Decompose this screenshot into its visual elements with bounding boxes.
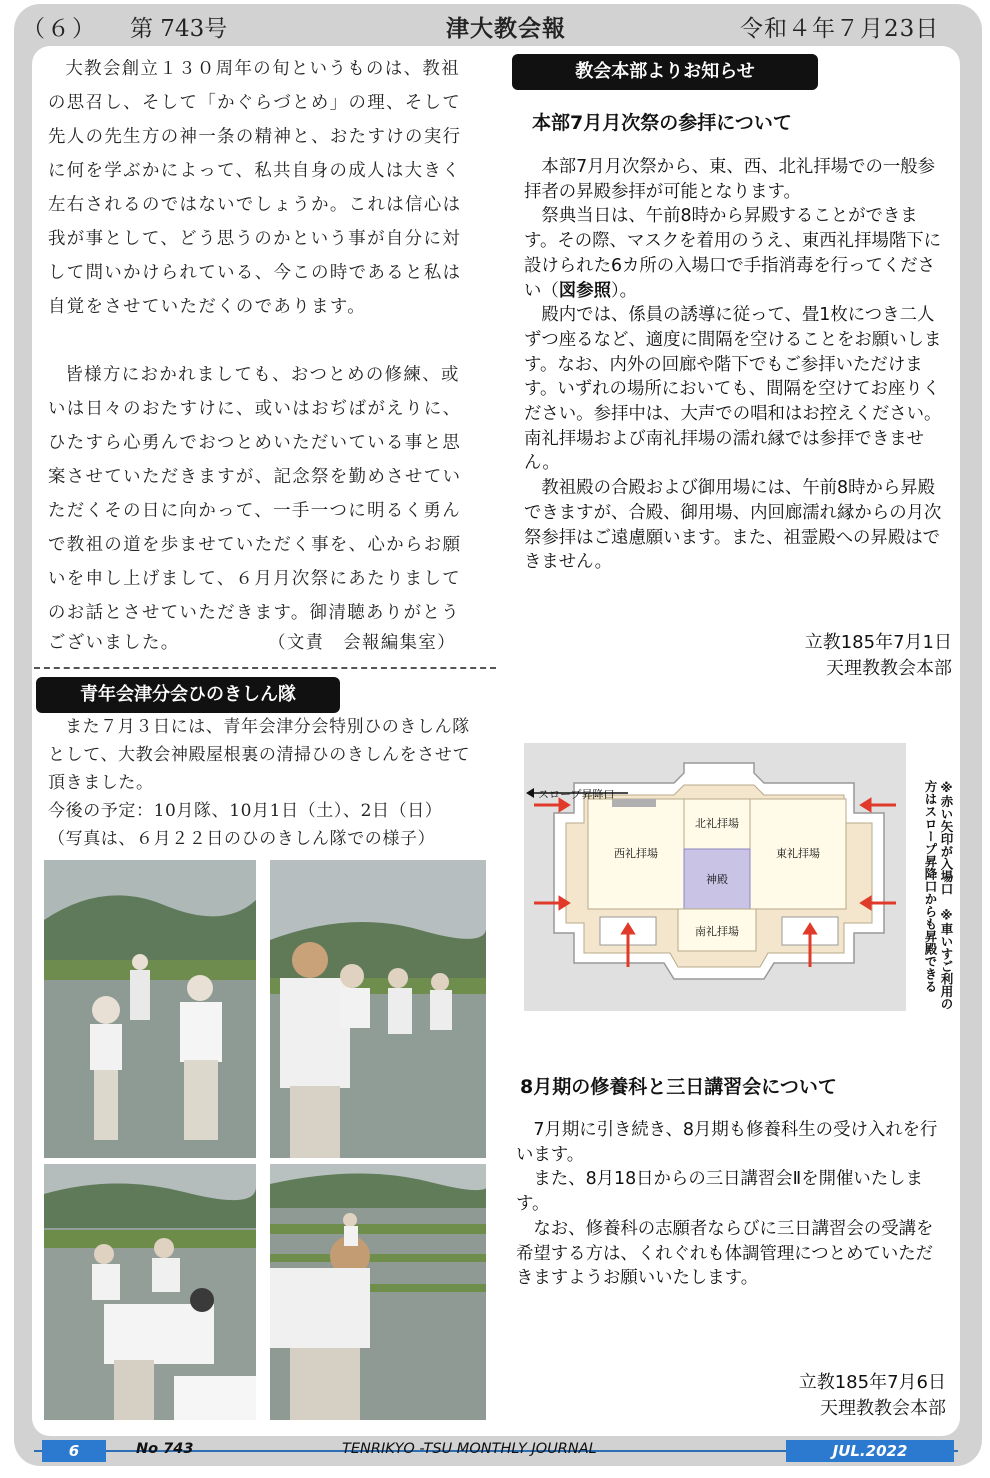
article1-signature [700, 630, 952, 682]
youth-schedule: 今後の予定：10月隊、10月1日（土）、2日（日） [48, 801, 443, 821]
diagram-side-note: ※赤い矢印が入場口 ※車いすご利用の方はスロープ昇降口からも昇殿できる [923, 780, 954, 1010]
article2-sign-org: 天理教教会本部 [820, 1398, 946, 1419]
youth-section-title: 青年会津分会ひのきしん隊 [36, 677, 340, 713]
photo-rice-planting-2 [270, 860, 486, 1158]
photo-rice-planting-1 [44, 860, 256, 1158]
notice-section-title: 教会本部よりお知らせ [512, 54, 818, 90]
footer-journal: TENRIKYO -TSU MONTHLY JOURNAL [342, 1441, 597, 1457]
article1-body [524, 155, 946, 575]
article1-paragraph-1: 本部7月月次祭から、東、西、北礼拝場での一般参拝者の昇殿参拝が可能となります。 [524, 157, 936, 202]
article2-body [516, 1118, 946, 1291]
footer-date: JUL.2022 [786, 1440, 954, 1462]
issue-date: 令和４年７月23日 [740, 16, 940, 42]
sermon-closing-line [48, 626, 456, 660]
east-hall-label: 東礼拝場 [776, 847, 820, 860]
slope-label: スロープ昇降口 [538, 788, 615, 801]
article1-paragraph-2-text: 祭典当日は、午前8時から昇殿することができます。その際、マスクを着用のうえ、東西礼拝場階下に設けられた6カ所の入場口で手指消毒を行ってください（ [524, 206, 942, 301]
photo-caption: （写真は、６月２２日のひのきしん隊での様子） [48, 829, 436, 849]
sermon-paragraph-1: 大教会創立１３０周年の旬というものは、教祖の思召し、そして「かぐらづとめ」の理、そして先人の先生方の神一条の精神と、おたすけの実行に何を学ぶかによって、私共自身の成人は大きく左右されるのではないでしょうか。これは信心は我が事として、どう思うのかという事が自分に対して問いかけられている、今この時であると私は自覚をさせていただくのであります。 [48, 59, 462, 317]
youth-section-text [48, 713, 478, 853]
article2-paragraph-2: また、8月18日からの三日講習会Ⅱを開催いたします。 [516, 1169, 923, 1215]
west-hall-label: 西礼拝場 [614, 847, 658, 860]
editor-credit: （文責 会報編集室） [268, 633, 456, 653]
slope-marker [612, 799, 656, 807]
article2-paragraph-3: なお、修養科の志願者ならびに三日講習会の受講を希望する方は、くれぐれも体調管理につとめていただきますようお願いいたします。 [516, 1218, 934, 1289]
footer-issue: No 743 [136, 1441, 194, 1457]
photo-rice-planting-3 [44, 1164, 256, 1420]
photo-rice-planting-4 [270, 1164, 486, 1420]
sermon-article [48, 52, 468, 630]
worship-hall-diagram [524, 743, 906, 1011]
article1-paragraph-4: 教祖殿の合殿および御用場には、午前8時から昇殿できますが、合殿、御用場、内回廊濡れ縁からの月次祭参拝はご遠慮願います。また、祖霊殿への昇殿はできません。 [524, 478, 942, 573]
publication-title: 津大教会報 [446, 15, 566, 42]
page-label: （６） [22, 16, 97, 42]
figure-reference: 図参照 [558, 280, 611, 301]
issue-label: 第 743号 [130, 16, 228, 42]
article1-sign-date: 立教185年7月1日 [804, 632, 952, 653]
worship-hall-map [524, 743, 906, 1011]
youth-report: また７月３日には、青年会津分会特別ひのきしん隊として、大教会神殿屋根裏の清掃ひのきしんをさせて頂きました。 [48, 717, 471, 793]
sanctuary-label: 神殿 [706, 873, 728, 886]
article2-paragraph-1: 7月期に引き続き、8月期も修養科生の受け入れを行います。 [516, 1120, 938, 1165]
article1-paragraph-2 [524, 204, 946, 303]
south-hall-label: 南礼拝場 [695, 925, 739, 938]
article2-title: 8月期の修養科と三日講習会について [520, 1076, 837, 1098]
sermon-closing: ございました。 [48, 633, 180, 653]
article1-sign-org: 天理教教会本部 [826, 658, 952, 679]
article1-title: 本部7月月次祭の参拝について [532, 112, 792, 134]
figure-reference-tail: ）。 [610, 280, 638, 301]
footer-page-number: 6 [42, 1440, 106, 1462]
article2-signature [696, 1370, 946, 1422]
article1-paragraph-3: 殿内では、係員の誘導に従って、畳1枚につき二人ずつ座るなど、適度に間隔を空けることをお願いします。なお、内外の回廊や階下でもご参拝いただけます。いずれの場所においても、間隔を空けてお座りください。参拝中は、大声での唱和はお控えください。南礼拝場および南礼拝場の濡れ縁では参拝できません。 [524, 305, 942, 474]
section-divider [34, 667, 496, 669]
north-hall-label: 北礼拝場 [695, 817, 739, 830]
article2-sign-date: 立教185年7月6日 [798, 1372, 946, 1393]
sermon-paragraph-2: 皆様方におかれましても、おつとめの修練、或いは日々のおたすけに、或いはおぢばがえりに、ひたすら心勇んでおつとめいただいている事と思案させていただきますが、記念祭を勤めさせていただくその日に向かって、一手一つに明るく勇んで教祖の道を歩ませていただく事を、心からお願いを申し上げまして、６月月次祭にあたりましてのお話とさせていただきます。御清聴ありがとう [48, 365, 462, 623]
